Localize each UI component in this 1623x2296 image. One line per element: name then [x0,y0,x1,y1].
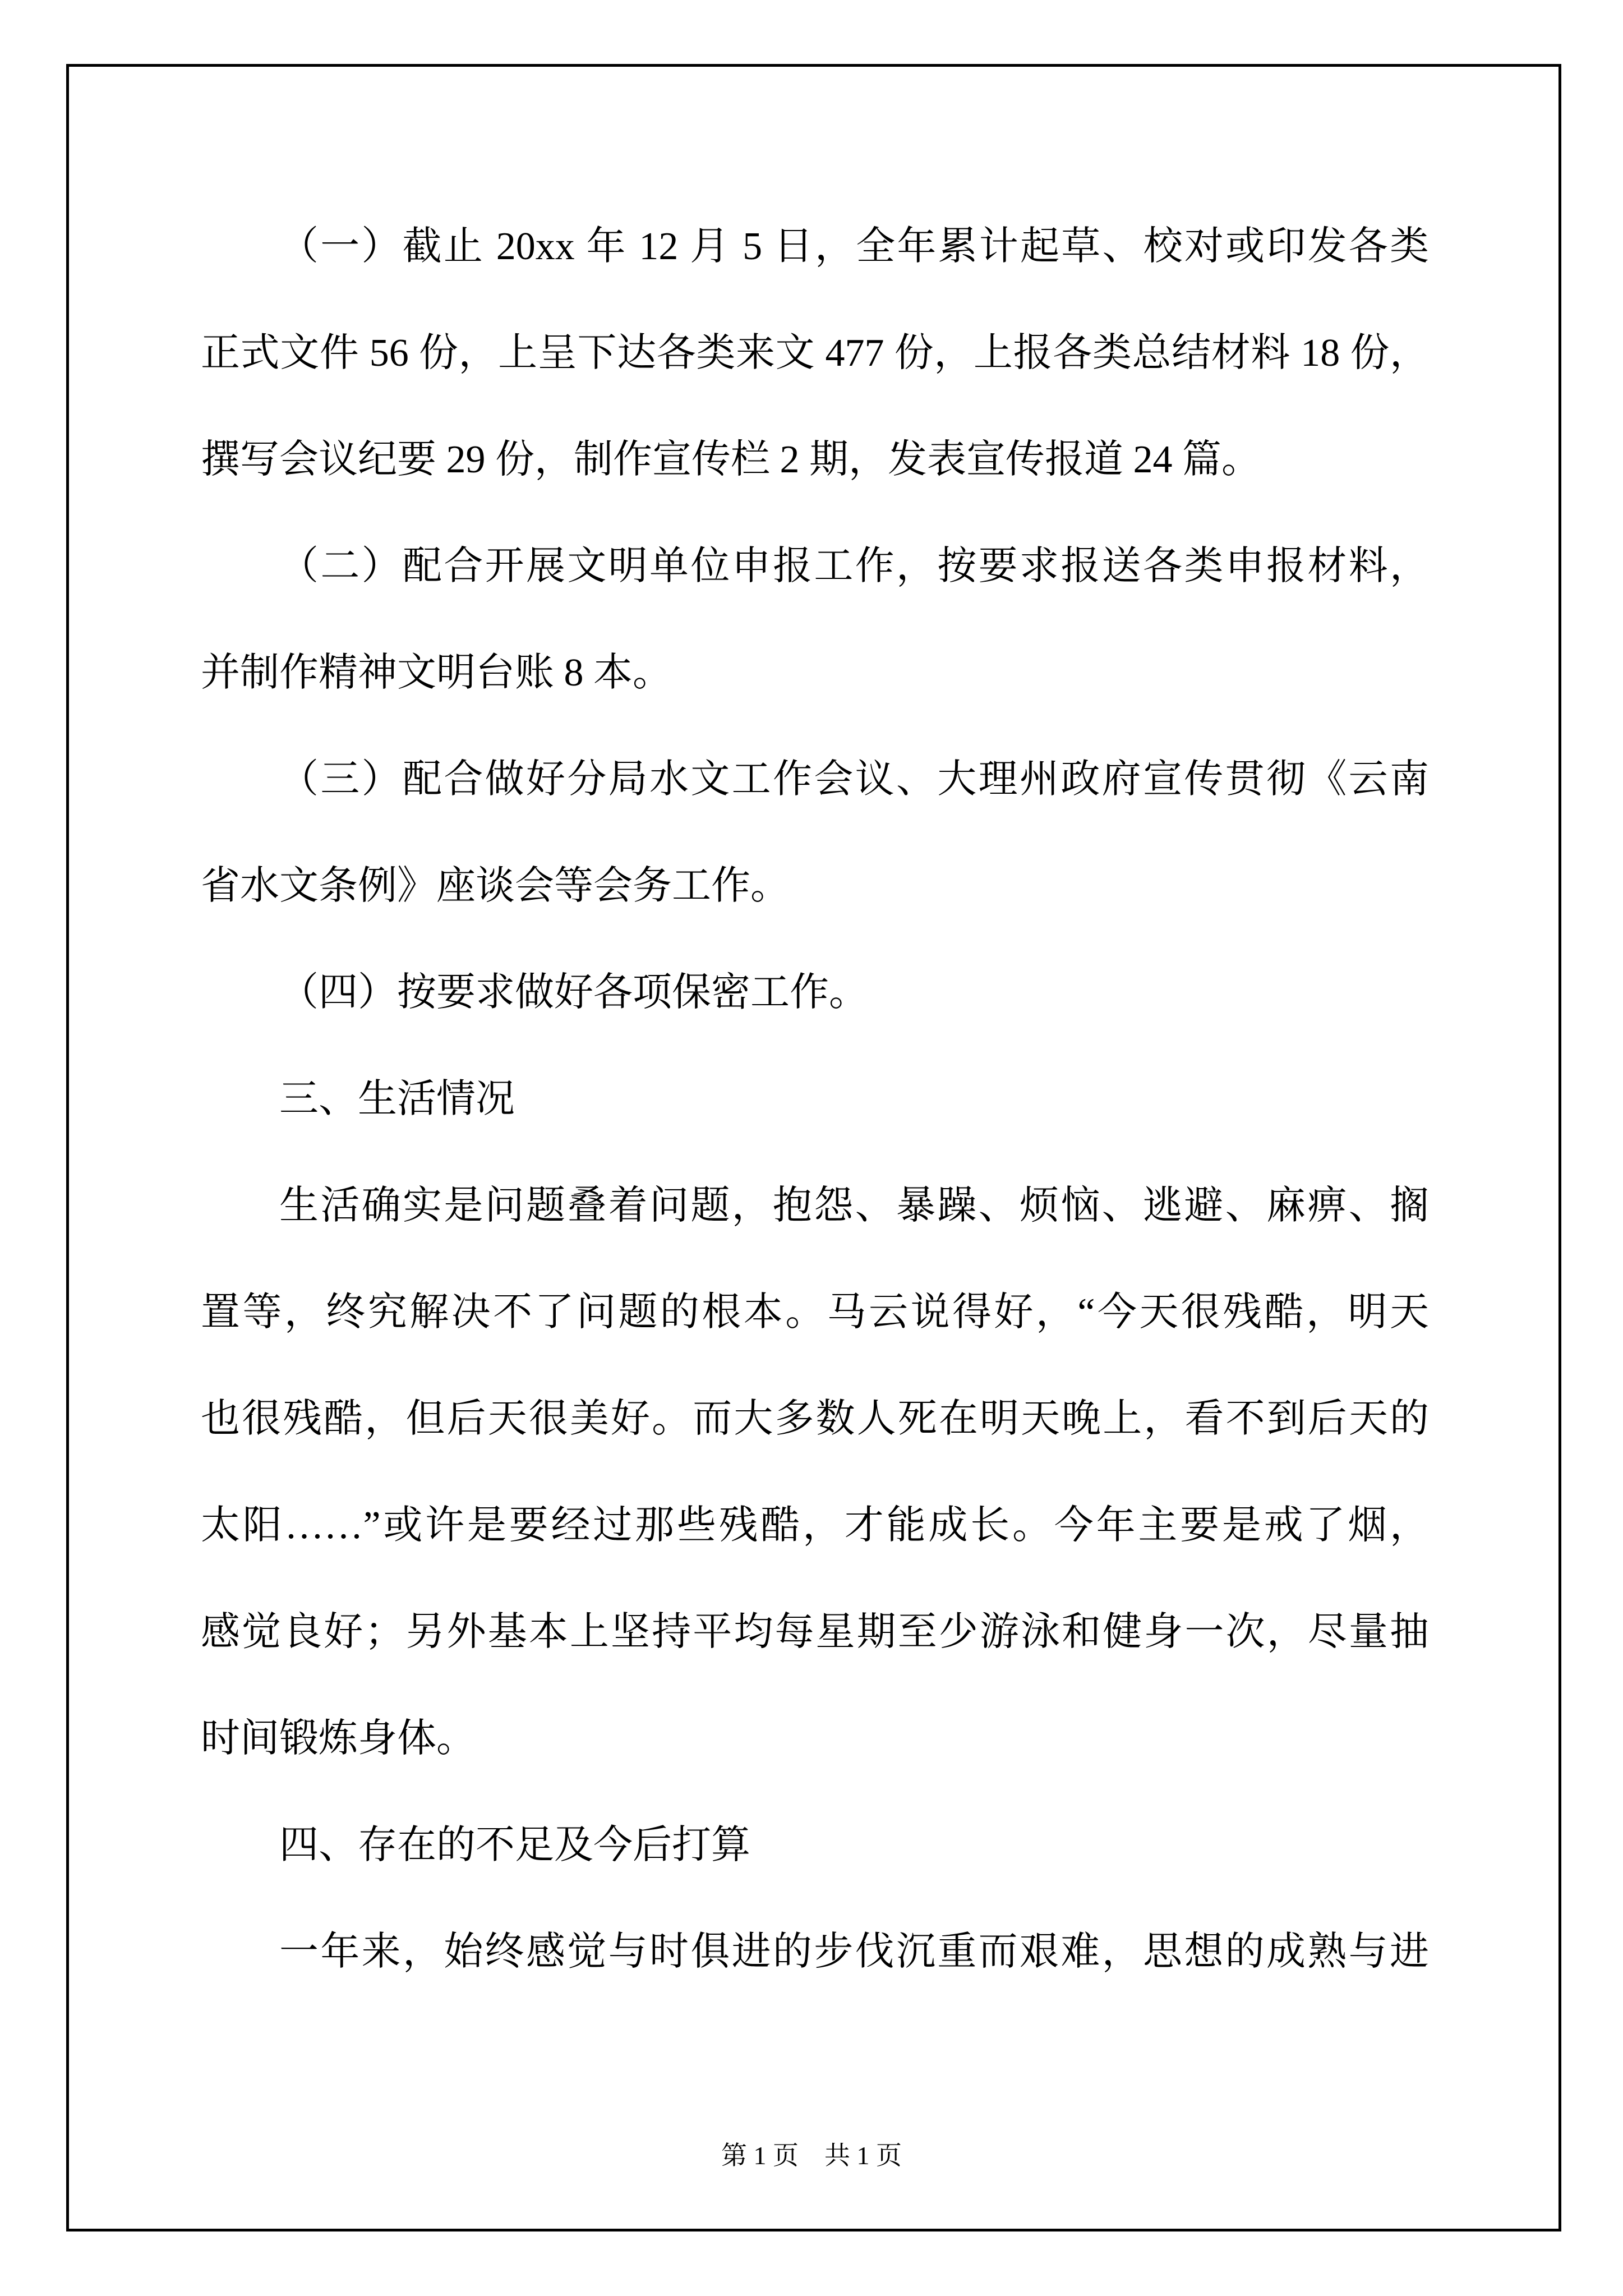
document-body [201,194,1429,2005]
text-line: 省水文条例》座谈会等会务工作。 [201,864,790,908]
page-number-label: 第 1 页 共 1 页 [721,2141,902,2170]
text-line: 感觉良好；另外基本上坚持平均每星期至少游泳和健身一次，尽量抽 [201,1611,1429,1654]
section-heading: 三、生活情况 [279,1078,515,1121]
text-line: 撰写会议纪要 29 份，制作宣传栏 2 期，发表宣传报道 24 篇。 [201,438,1261,481]
text-line: 也很残酷，但后天很美好。而大多数人死在明天晚上，看不到后天的 [201,1397,1429,1441]
text-line: （二）配合开展文明单位申报工作，按要求报送各类申报材料， [279,545,1429,588]
text-line: 时间锻炼身体。 [201,1717,476,1760]
text-line: 太阳……”或许是要经过那些残酷，才能成长。今年主要是戒了烟， [201,1504,1429,1547]
text-line: 生活确实是问题叠着问题，抱怨、暴躁、烦恼、逃避、麻痹、搁 [279,1184,1429,1227]
page-footer [0,2136,1623,2175]
text-line: 并制作精神文明台账 8 本。 [201,651,672,694]
text-line: （三）配合做好分局水文工作会议、大理州政府宣传贯彻《云南 [279,758,1429,801]
text-line: （一）截止 20xx 年 12 月 5 日，全年累计起草、校对或印发各类 [279,225,1429,268]
text-line: （四）按要求做好各项保密工作。 [279,971,868,1014]
section-heading: 四、存在的不足及今后打算 [279,1824,750,1867]
text-line: 置等，终究解决不了问题的根本。马云说得好，“今天很残酷，明天 [201,1291,1429,1334]
text-line: 一年来，始终感觉与时俱进的步伐沉重而艰难，思想的成熟与进 [279,1930,1429,1973]
text-line: 正式文件 56 份，上呈下达各类来文 477 份，上报各类总结材料 18 份， [201,332,1429,375]
